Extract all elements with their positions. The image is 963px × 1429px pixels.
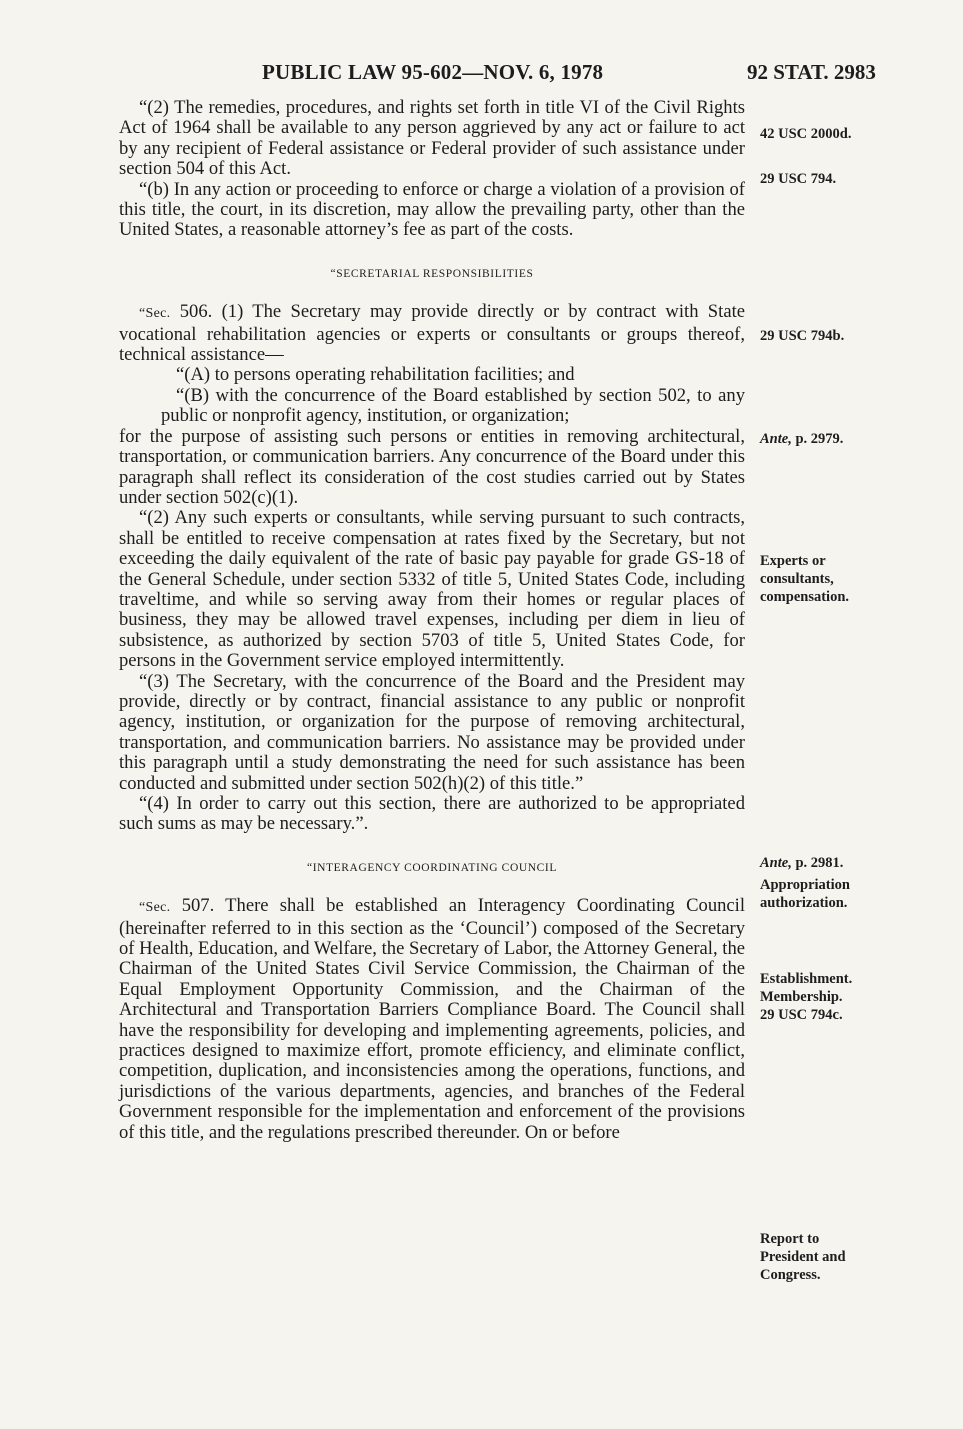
running-head-title: PUBLIC LAW 95-602—NOV. 6, 1978 <box>262 60 604 84</box>
margin-note-experts <box>760 552 849 606</box>
margin-note-29-usc-794: 29 USC 794. <box>760 171 837 187</box>
section-506-4: “(4) In order to carry out this section, there are authorized to be appropriated such sums as may be necessary.”. <box>119 793 745 835</box>
margin-note-line: compensation. <box>760 589 850 605</box>
margin-note-line: consultants, <box>760 571 834 587</box>
margin-note-42-usc-2000d: 42 USC 2000d. <box>760 126 852 142</box>
margin-note-ante-2981 <box>760 854 843 872</box>
section-507-text: 507. There shall be established an Interagency Coordinating Council (hereinafter referred to in this section as the ‘Council’) composed of the Secretary of Health, Education, and Welfare, the Secretary of Labor, the Attorney General, the Chairman of the United States Civil Service Commission, the Chairman of the Equal Employment Opportunity Commission, and the Chairman of the Architectural and Transportation Barriers Compliance Board. The Council shall have the responsibility for developing and implementing agreements, policies, and practices designed to maximize effort, promote efficiency, and eliminate conflict, competition, duplication, and inconsistencies among the operations, functions, and jurisdictions of the various departments, agencies, and branches of the Federal Government responsible for the implementation and enforcement of the provisions of this title, and the regulations prescribed thereunder. On or before <box>119 895 745 1143</box>
section-prefix: “Sec. <box>139 900 171 916</box>
margin-note-report <box>760 1230 846 1284</box>
heading-interagency-council: “INTERAGENCY COORDINATING COUNCIL <box>307 861 557 874</box>
margin-note-line: 29 USC 794c. <box>760 1007 843 1023</box>
statute-page-reference: 92 STAT. 2983 <box>747 60 876 84</box>
section-prefix: “Sec. <box>139 306 171 322</box>
margin-note-line: Report to <box>760 1231 820 1247</box>
heading-secretarial-responsibilities: “SECRETARIAL RESPONSIBILITIES <box>330 267 534 280</box>
section-506-1 <box>119 302 745 365</box>
ante-page: p. 2981. <box>791 855 844 871</box>
margin-note-appropriation <box>760 876 850 912</box>
margin-note-29-usc-794b: 29 USC 794b. <box>760 328 845 344</box>
item-b: “(B) with the concurrence of the Board established by section 502, to any public or nonprofit agency, institution, or organization; <box>161 384 745 427</box>
margin-note-establishment <box>760 970 852 1024</box>
section-507 <box>119 896 745 1143</box>
item-a: “(A) to persons operating rehabilitation facilities; and <box>176 364 575 386</box>
margin-note-line: authorization. <box>760 895 848 911</box>
paragraph-attorney-fee: “(b) In any action or proceeding to enforce or charge a violation of a provision of this title, the court, in its discretion, may allow the prevailing party, other than the United States, a reasonable attorney’s fee as part of the costs. <box>119 178 745 241</box>
ante-page: p. 2979. <box>791 431 844 447</box>
margin-note-line: Appropriation <box>760 877 850 893</box>
ante-label: Ante, <box>760 855 792 871</box>
margin-note-ante-2979 <box>760 430 843 448</box>
section-506-3: “(3) The Secretary, with the concurrence of the Board and the President may provide, directly or by contract, financial assistance to any public or nonprofit agency, institution, or organization for the purpose of removing architectural, transportation, and communication barriers. No assistance may be provided under this paragraph until a study demonstrating the need for such assistance has been conducted and submitted under section 502(h)(2) of this title.” <box>119 670 745 794</box>
margin-note-line: Membership. <box>760 989 843 1005</box>
margin-note-line: President and <box>760 1249 846 1265</box>
section-506-1-text: 506. (1) The Secretary may provide directly or by contract with State vocational rehabilitation agencies or experts or consultants or groups thereof, technical assistance— <box>119 301 745 366</box>
body-text <box>119 98 745 1143</box>
ante-label: Ante, <box>760 431 792 447</box>
margin-note-line: Establishment. <box>760 971 853 987</box>
section-506-2: “(2) Any such experts or consultants, while serving pursuant to such contracts, shall be entitled to receive compensation at rates fixed by the Secretary, but not exceeding the daily equivalent of the rate of basic pay payable for grade GS-18 of the General Schedule, under section 5332 of title 5, United States Code, including traveltime, and while so serving away from their homes or regular places of business, they may be allowed travel expenses, including per diem in lieu of subsistence, as authorized by section 5703 of title 5, United States Code, for persons in the Government service employed intermittently. <box>119 507 745 672</box>
paragraph-purpose: for the purpose of assisting such persons or entities in removing architectural, transportation, or communication barriers. Any concurrence of the Board under this paragraph shall reflect its consideration of the cost studies carried out by States under section 502(c)(1). <box>119 425 745 508</box>
paragraph-remedies: “(2) The remedies, procedures, and rights set forth in title VI of the Civil Rights Act of 1964 shall be available to any person aggrieved by any act or failure to act by any recipient of Federal assistance or Federal provider of such assistance under section 504 of this Act. <box>119 97 745 180</box>
margin-note-line: Experts or <box>760 553 826 569</box>
margin-note-line: Congress. <box>760 1267 821 1283</box>
